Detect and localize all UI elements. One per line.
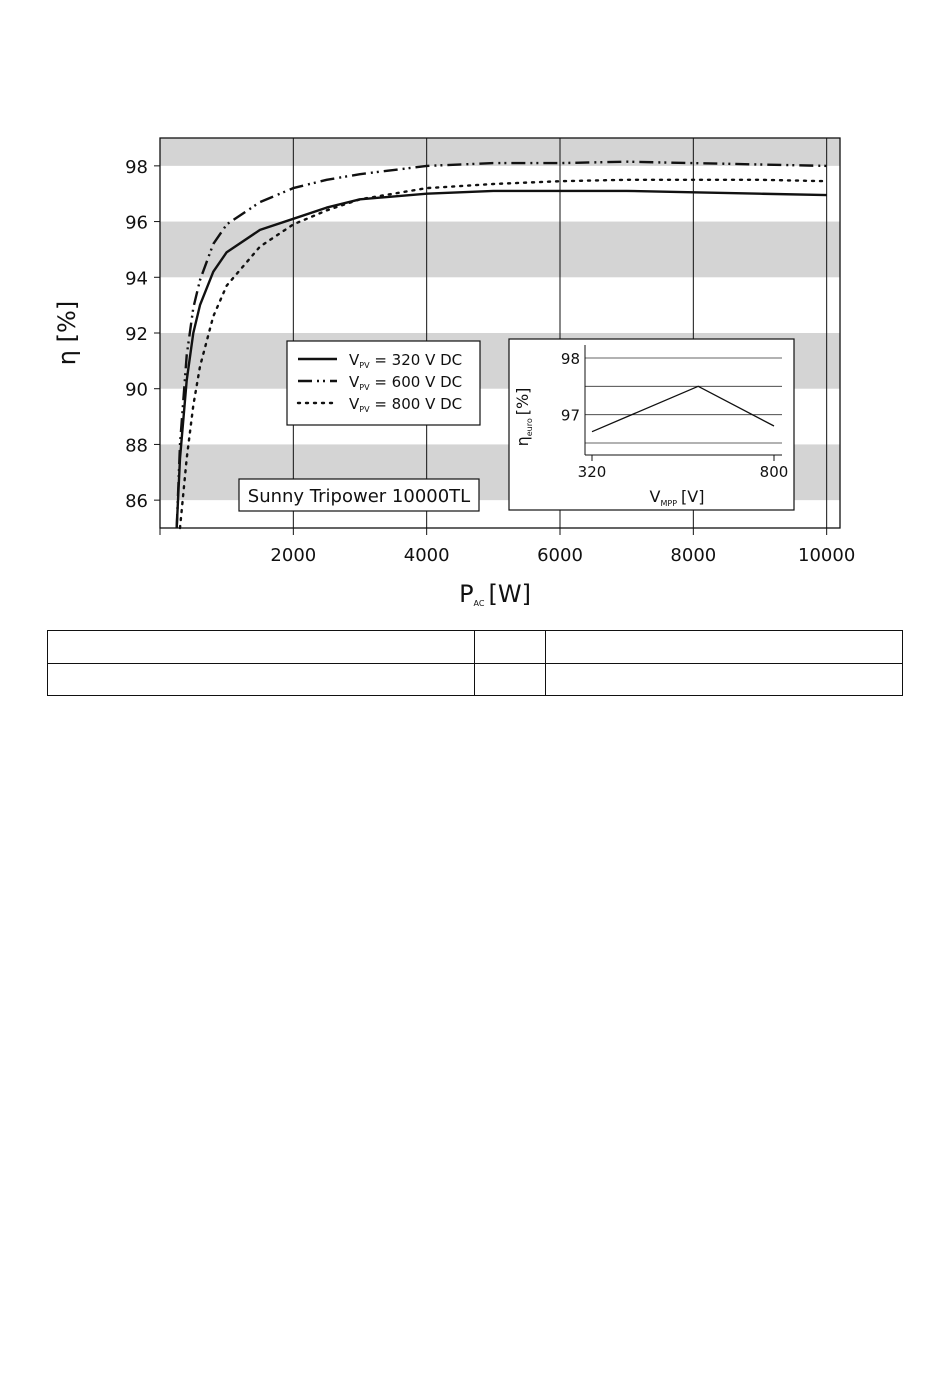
inset-chart	[509, 339, 794, 510]
legend-entry-label: $V_{PV} = 800$ V DC	[349, 395, 463, 414]
model-label: Sunny Tripower 10000TL	[247, 486, 471, 507]
y-tick-label: 98	[125, 156, 148, 178]
inset-box	[509, 339, 794, 510]
inset-y-tick-label: 98	[560, 350, 580, 368]
legend-entry-label: $V_{PV} = 320$ V DC	[349, 351, 463, 370]
y-tick-label: 92	[125, 324, 148, 345]
table-row	[48, 663, 903, 696]
inset-x-axis-label: $V_{MPP}$ [V]	[649, 487, 705, 508]
x-axis-label	[459, 580, 531, 608]
table-cell	[475, 663, 546, 696]
y-tick-label: 94	[125, 268, 148, 290]
x-axis-label-main: P	[459, 580, 474, 608]
y-axis-label: η [%]	[53, 300, 81, 366]
x-tick-label: 6000	[537, 545, 583, 566]
inset-y-axis-label: $\eta_{euro}[\%]$	[513, 387, 534, 447]
y-tick-label: 96	[125, 212, 148, 234]
table-cell	[48, 631, 475, 664]
y-tick-label: 86	[125, 491, 148, 513]
legend	[287, 341, 480, 425]
x-axis-label-sub: AC	[473, 599, 485, 608]
table-cell	[475, 631, 546, 664]
inset-x-tick-label: 320	[577, 463, 607, 481]
inset-y-tick-label: 97	[560, 406, 580, 425]
table-row	[48, 631, 903, 664]
x-tick-label: 2000	[270, 545, 317, 566]
x-axis-label-unit: [W]	[488, 580, 531, 608]
y-tick-label: 90	[125, 379, 148, 401]
table-cell	[546, 631, 903, 664]
specification-table	[47, 630, 903, 696]
table-cell	[546, 663, 903, 696]
y-tick-label: 88	[125, 435, 148, 457]
table-cell	[48, 663, 475, 696]
x-tick-label: 4000	[403, 545, 450, 566]
inset-x-tick-label: 800	[759, 463, 789, 481]
model-label-box	[239, 479, 479, 511]
legend-entry-label: $V_{PV} = 600$ V DC	[349, 373, 463, 392]
x-tick-label: 10000	[798, 545, 856, 566]
x-tick-label: 8000	[670, 545, 717, 566]
grey-band	[160, 138, 840, 166]
